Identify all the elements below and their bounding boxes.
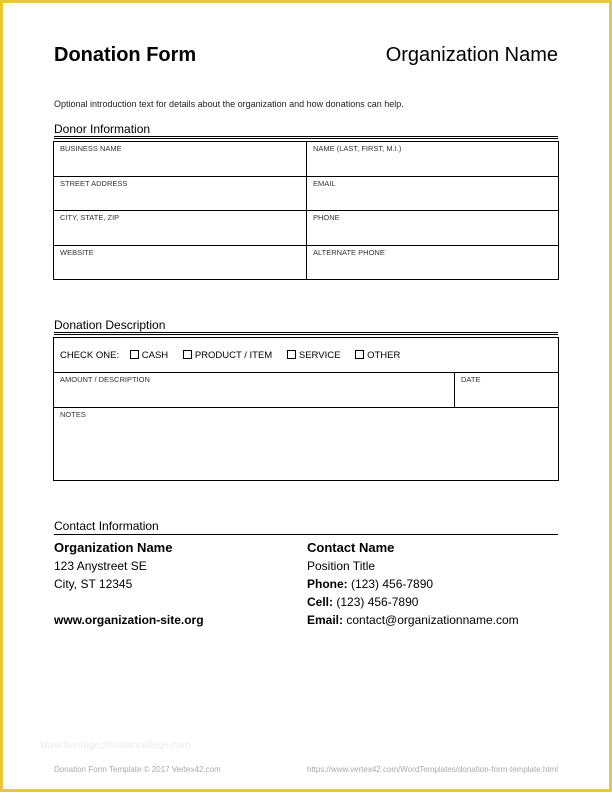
option-service[interactable] bbox=[287, 350, 341, 361]
phone-field[interactable] bbox=[307, 211, 559, 246]
field-label: ALTERNATE PHONE bbox=[313, 248, 385, 257]
position-title: Position Title bbox=[307, 559, 376, 573]
organization-name-header: Organization Name bbox=[385, 44, 558, 66]
option-label: OTHER bbox=[367, 349, 401, 361]
street-address-field[interactable] bbox=[54, 177, 307, 211]
check-one-row bbox=[54, 338, 559, 373]
donor-info-heading: Donor Information bbox=[54, 122, 151, 136]
checkbox-icon[interactable] bbox=[287, 350, 296, 359]
field-label: AMOUNT / DESCRIPTION bbox=[60, 375, 150, 384]
option-label: PRODUCT / ITEM bbox=[194, 349, 273, 361]
alternate-phone-field[interactable] bbox=[307, 246, 559, 280]
field-label: STREET ADDRESS bbox=[60, 179, 128, 188]
phone-label: Phone: bbox=[307, 577, 348, 591]
donation-desc-table bbox=[53, 337, 559, 481]
option-label: SERVICE bbox=[298, 349, 341, 361]
org-address-line1: 123 Anystreet SE bbox=[54, 559, 147, 573]
field-label: BUSINESS NAME bbox=[60, 144, 122, 153]
email-field[interactable] bbox=[307, 177, 559, 211]
check-one-label: CHECK ONE: bbox=[60, 349, 120, 361]
field-label: CITY, STATE, ZIP bbox=[60, 213, 120, 222]
checkbox-icon[interactable] bbox=[183, 350, 192, 359]
org-address-line2: City, ST 12345 bbox=[54, 577, 133, 591]
footer-copyright: Donation Form Template © 2017 Vertex42.com bbox=[54, 765, 221, 774]
donation-desc-rule bbox=[54, 332, 558, 335]
intro-text: Optional introduction text for details about the organization and how donations can help. bbox=[54, 99, 404, 109]
contact-name: Contact Name bbox=[307, 540, 395, 555]
amount-description-field[interactable] bbox=[54, 373, 455, 408]
field-label: PHONE bbox=[313, 213, 340, 222]
organization-name: Organization Name bbox=[54, 540, 173, 555]
phone-value: (123) 456-7890 bbox=[351, 577, 434, 591]
option-cash[interactable] bbox=[130, 350, 168, 361]
organization-contact-block bbox=[54, 539, 204, 629]
checkbox-icon[interactable] bbox=[355, 350, 364, 359]
donor-name-field[interactable] bbox=[307, 142, 559, 177]
website-field[interactable] bbox=[54, 246, 307, 280]
contact-info-heading: Contact Information bbox=[54, 519, 159, 533]
field-label: NAME (LAST, FIRST, M.I.) bbox=[313, 144, 402, 153]
cell-line bbox=[307, 593, 519, 611]
org-website[interactable]: www.organization-site.org bbox=[54, 613, 204, 627]
footer-url[interactable]: https://www.vertex42.com/WordTemplates/donation-form-template.html bbox=[306, 765, 558, 774]
field-label: WEBSITE bbox=[60, 248, 94, 257]
cell-label: Cell: bbox=[307, 595, 334, 609]
field-label: DATE bbox=[461, 375, 481, 384]
option-label: CASH bbox=[141, 349, 169, 361]
watermark: www.heritagechristiancollege.com bbox=[40, 740, 191, 751]
donor-info-rule bbox=[54, 136, 558, 139]
option-other[interactable] bbox=[355, 350, 400, 361]
notes-field[interactable] bbox=[54, 408, 559, 481]
field-label: NOTES bbox=[60, 410, 86, 419]
donation-desc-heading: Donation Description bbox=[54, 318, 166, 332]
person-contact-block bbox=[307, 539, 519, 629]
email-value[interactable]: contact@organizationname.com bbox=[346, 613, 519, 627]
date-field[interactable] bbox=[455, 373, 559, 408]
checkbox-icon[interactable] bbox=[130, 350, 139, 359]
option-product-item[interactable] bbox=[183, 350, 272, 361]
business-name-field[interactable] bbox=[54, 142, 307, 177]
cell-value: (123) 456-7890 bbox=[336, 595, 419, 609]
email-label: Email: bbox=[307, 613, 344, 627]
contact-info-rule bbox=[54, 534, 558, 535]
field-label: EMAIL bbox=[313, 179, 336, 188]
email-line bbox=[307, 611, 519, 629]
form-title: Donation Form bbox=[54, 44, 197, 66]
donor-info-table bbox=[53, 141, 559, 280]
phone-line bbox=[307, 575, 519, 593]
city-state-zip-field[interactable] bbox=[54, 211, 307, 246]
